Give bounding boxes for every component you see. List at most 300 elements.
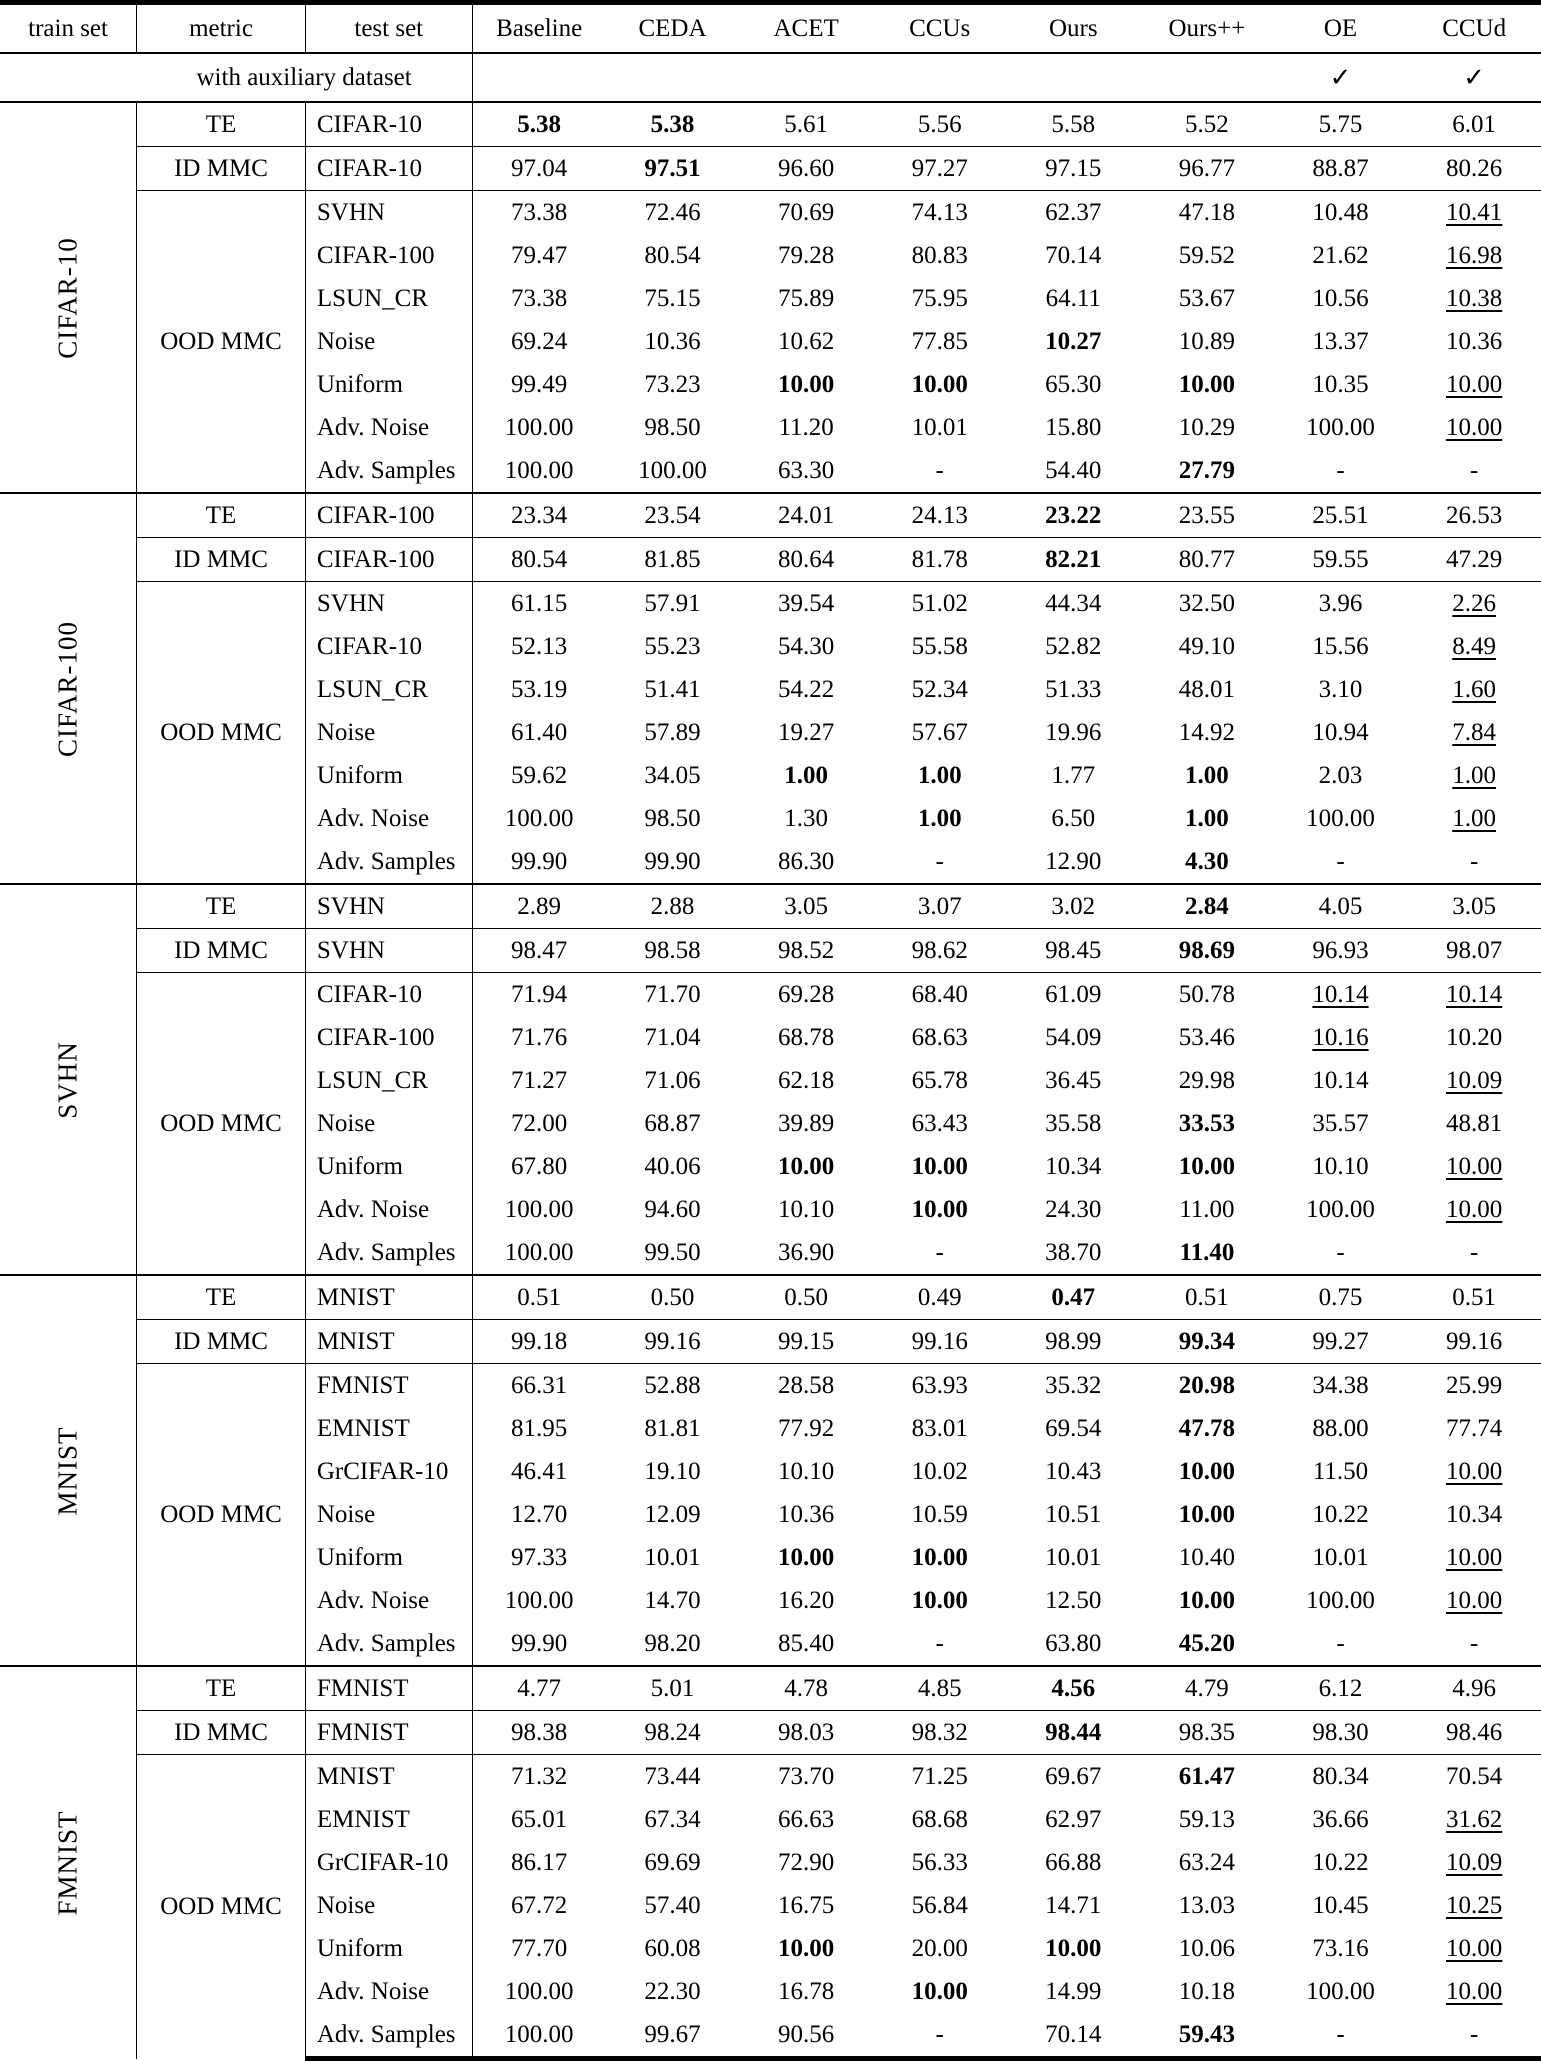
test-set-label: CIFAR-100 — [316, 1024, 435, 1051]
value-cell — [739, 1059, 873, 1102]
value: 21.62 — [1312, 242, 1369, 269]
value-cell — [1140, 1927, 1274, 1970]
value-cell — [606, 320, 740, 363]
value: 11.20 — [778, 414, 834, 441]
column-header-train-set — [0, 3, 137, 54]
value: 83.01 — [911, 1415, 968, 1442]
value: 97.15 — [1045, 155, 1102, 182]
value-cell — [873, 754, 1007, 797]
value: 10.06 — [1178, 1935, 1236, 1962]
value: 16.75 — [777, 1892, 835, 1919]
test-set-label: LSUN_CR — [316, 676, 429, 703]
column-header-baseline — [472, 3, 606, 54]
value-cell — [606, 1320, 740, 1364]
metric-cell-ood-mmc — [137, 1755, 306, 2059]
value: 99.27 — [1312, 1328, 1369, 1355]
test-set-label: Noise — [316, 328, 376, 355]
value: 71.06 — [644, 1067, 701, 1094]
value: 98.62 — [911, 937, 968, 964]
value: 16.78 — [777, 1978, 835, 2005]
value-cell — [1007, 1450, 1141, 1493]
value-cell — [739, 582, 873, 626]
value: 4.96 — [1452, 1675, 1497, 1702]
value: 88.87 — [1312, 155, 1369, 182]
value: 69.67 — [1045, 1763, 1102, 1790]
metric-cell-te — [137, 884, 306, 929]
value-cell — [1274, 449, 1408, 493]
value-cell — [873, 884, 1007, 929]
value-cell — [606, 277, 740, 320]
value: 72.90 — [777, 1849, 835, 1876]
value: 66.31 — [511, 1372, 568, 1399]
value-cell — [472, 1579, 606, 1622]
value-cell — [1140, 1364, 1274, 1408]
value-cell — [873, 1579, 1007, 1622]
value-cell — [1140, 973, 1274, 1017]
value: - — [1469, 1239, 1479, 1266]
value-cell — [873, 1450, 1007, 1493]
value-cell — [1274, 147, 1408, 191]
value: 10.10 — [1312, 1153, 1369, 1180]
value: 10.00 — [1446, 1587, 1503, 1614]
test-set-label: LSUN_CR — [316, 285, 429, 312]
test-set-label: MNIST — [316, 1284, 395, 1311]
test-set-label: EMNIST — [316, 1415, 410, 1442]
train-set-cell-cifar-100 — [0, 493, 137, 884]
value: 46.41 — [511, 1458, 568, 1485]
value-cell — [739, 363, 873, 406]
value-cell — [1274, 1711, 1408, 1755]
value-cell — [1007, 191, 1141, 235]
value: 39.54 — [777, 590, 835, 617]
value-cell — [472, 1407, 606, 1450]
value: 4.78 — [784, 1675, 828, 1702]
value: 55.58 — [911, 633, 968, 660]
value-cell — [606, 884, 740, 929]
table-row — [0, 538, 1541, 582]
value-cell — [873, 1970, 1007, 2013]
value-cell — [606, 493, 740, 538]
value-cell — [606, 711, 740, 754]
value-cell — [606, 363, 740, 406]
value-cell — [1407, 1275, 1541, 1320]
value: 96.77 — [1178, 155, 1236, 182]
value-cell — [1407, 1016, 1541, 1059]
value: 10.14 — [1446, 981, 1503, 1008]
value-cell — [1140, 406, 1274, 449]
value: 73.23 — [644, 371, 701, 398]
value-cell — [873, 320, 1007, 363]
value: 10.00 — [1446, 414, 1503, 441]
value: 67.80 — [511, 1153, 568, 1180]
value-cell — [606, 1841, 740, 1884]
table-row — [0, 147, 1541, 191]
value: 19.27 — [777, 719, 835, 746]
value: 25.51 — [1312, 502, 1369, 529]
value-cell — [472, 320, 606, 363]
value: 13.03 — [1178, 1892, 1236, 1919]
test-set-cell — [305, 973, 472, 1017]
value: 65.01 — [511, 1806, 568, 1833]
value: - — [1469, 1630, 1479, 1657]
value: 80.64 — [777, 546, 835, 573]
value-cell — [1140, 884, 1274, 929]
value: 19.96 — [1045, 719, 1102, 746]
value-cell — [472, 1841, 606, 1884]
column-header-metric — [137, 3, 306, 54]
value-cell — [873, 1798, 1007, 1841]
value: 10.00 — [911, 1196, 968, 1223]
value: 59.55 — [1312, 546, 1369, 573]
value-cell — [873, 191, 1007, 235]
test-set-label: Adv. Samples — [316, 1239, 456, 1266]
value-cell — [472, 1884, 606, 1927]
value-cell — [606, 668, 740, 711]
value: 57.89 — [644, 719, 701, 746]
value-cell — [1407, 1493, 1541, 1536]
value: 39.89 — [777, 1110, 835, 1137]
value: 80.54 — [511, 546, 568, 573]
test-set-cell — [305, 1841, 472, 1884]
value: 53.19 — [511, 676, 568, 703]
value-cell — [1140, 1320, 1274, 1364]
value-cell — [1007, 1016, 1141, 1059]
value-cell — [1407, 449, 1541, 493]
value: 10.43 — [1045, 1458, 1102, 1485]
value-cell — [1140, 754, 1274, 797]
value-cell — [1140, 929, 1274, 973]
value-cell — [1140, 1798, 1274, 1841]
value: 6.50 — [1051, 805, 1096, 832]
value-cell — [472, 625, 606, 668]
value: 99.15 — [777, 1328, 835, 1355]
value: 70.54 — [1446, 1763, 1503, 1790]
value-cell — [873, 582, 1007, 626]
value: 36.66 — [1312, 1806, 1369, 1833]
value-cell — [1007, 840, 1141, 884]
aux-mark-cell-7 — [1407, 53, 1541, 102]
metric-label: TE — [205, 1284, 237, 1311]
value: 23.54 — [644, 502, 701, 529]
value-cell — [472, 2013, 606, 2059]
value: 98.03 — [777, 1719, 835, 1746]
metric-cell-id-mmc — [137, 1320, 306, 1364]
checkmark-icon: ✓ — [1329, 62, 1352, 92]
value: 98.50 — [644, 414, 701, 441]
value-cell — [1007, 1579, 1141, 1622]
test-set-label: SVHN — [316, 199, 385, 226]
value: 5.56 — [917, 111, 962, 138]
value: 100.00 — [504, 805, 574, 832]
value-cell — [1407, 102, 1541, 147]
value-cell — [873, 1407, 1007, 1450]
value-cell — [606, 1450, 740, 1493]
value: 99.16 — [1446, 1328, 1503, 1355]
value: 96.60 — [777, 155, 835, 182]
value: 99.90 — [511, 848, 568, 875]
value-cell — [873, 1711, 1007, 1755]
value: 48.81 — [1446, 1110, 1503, 1137]
value-cell — [472, 929, 606, 973]
value-cell — [1274, 1841, 1408, 1884]
value: 35.57 — [1312, 1110, 1369, 1137]
value-cell — [606, 1407, 740, 1450]
value: 50.78 — [1178, 981, 1236, 1008]
test-set-cell — [305, 1970, 472, 2013]
value: 12.09 — [644, 1501, 701, 1528]
value-cell — [1007, 1231, 1141, 1275]
value-cell — [1407, 1188, 1541, 1231]
value: 35.32 — [1045, 1372, 1102, 1399]
value-cell — [873, 1884, 1007, 1927]
value: 10.48 — [1312, 199, 1369, 226]
value-cell — [1140, 191, 1274, 235]
value: 98.44 — [1045, 1719, 1102, 1746]
value-cell — [1007, 493, 1141, 538]
value: 71.70 — [644, 981, 701, 1008]
value-cell — [1007, 582, 1141, 626]
value-cell — [606, 102, 740, 147]
value: 98.46 — [1446, 1719, 1503, 1746]
value: 31.62 — [1446, 1806, 1503, 1833]
value-cell — [606, 929, 740, 973]
value: - — [935, 1239, 944, 1266]
value-cell — [606, 2013, 740, 2059]
value-cell — [1407, 406, 1541, 449]
value-cell — [1274, 363, 1408, 406]
train-set-label: MNIST — [52, 1425, 83, 1516]
value: 81.95 — [511, 1415, 568, 1442]
value-cell — [1407, 1231, 1541, 1275]
value-cell — [1140, 1666, 1274, 1711]
value-cell — [1274, 234, 1408, 277]
value: 62.97 — [1045, 1806, 1102, 1833]
value: 12.90 — [1045, 848, 1102, 875]
value-cell — [1274, 1407, 1408, 1450]
value-cell — [606, 582, 740, 626]
value-cell — [472, 1450, 606, 1493]
value-cell — [472, 582, 606, 626]
value-cell — [1407, 1884, 1541, 1927]
value-cell — [472, 884, 606, 929]
value: 3.02 — [1051, 893, 1096, 920]
table-row — [0, 1755, 1541, 1799]
test-set-cell — [305, 1711, 472, 1755]
value-cell — [739, 1145, 873, 1188]
value: 10.62 — [777, 328, 835, 355]
value: 14.71 — [1045, 1892, 1102, 1919]
value-cell — [472, 277, 606, 320]
value: 100.00 — [1306, 414, 1375, 441]
value-cell — [1407, 1711, 1541, 1755]
value: 13.37 — [1312, 328, 1369, 355]
value-cell — [606, 1364, 740, 1408]
test-set-label: Adv. Samples — [316, 1630, 456, 1657]
value: 10.59 — [911, 1501, 968, 1528]
value: 5.58 — [1051, 111, 1096, 138]
value: 70.14 — [1045, 242, 1102, 269]
column-header-ceda — [606, 3, 740, 54]
value-cell — [1140, 1275, 1274, 1320]
test-set-label: EMNIST — [316, 1806, 410, 1833]
test-set-cell — [305, 1536, 472, 1579]
metric-label: ID MMC — [174, 546, 268, 573]
value: 6.12 — [1318, 1675, 1363, 1702]
value: 1.00 — [1452, 805, 1497, 832]
value-cell — [1407, 625, 1541, 668]
test-set-cell — [305, 797, 472, 840]
value: 11.50 — [1312, 1458, 1369, 1485]
value-cell — [1007, 1407, 1141, 1450]
value-cell — [1407, 1145, 1541, 1188]
test-set-label: MNIST — [316, 1328, 395, 1355]
value: 1.00 — [1185, 762, 1229, 789]
test-set-cell — [305, 1493, 472, 1536]
value: 98.20 — [644, 1630, 701, 1657]
table-row — [0, 929, 1541, 973]
value: 97.27 — [911, 155, 968, 182]
value-cell — [1140, 234, 1274, 277]
value: 59.43 — [1178, 2021, 1236, 2048]
value-cell — [1274, 1320, 1408, 1364]
value-cell — [1140, 2013, 1274, 2059]
value-cell — [1407, 754, 1541, 797]
value-cell — [606, 1622, 740, 1666]
value: 28.58 — [777, 1372, 835, 1399]
value: 15.80 — [1045, 414, 1102, 441]
value: 81.85 — [644, 546, 701, 573]
value-cell — [606, 1884, 740, 1927]
value-cell — [1007, 1927, 1141, 1970]
value-cell — [873, 711, 1007, 754]
value-cell — [1007, 1755, 1141, 1799]
value-cell — [739, 1798, 873, 1841]
value: 10.01 — [911, 414, 968, 441]
value: 52.82 — [1045, 633, 1102, 660]
value: 20.00 — [911, 1935, 968, 1962]
value: 0.51 — [1452, 1284, 1497, 1311]
test-set-label: Adv. Noise — [316, 1196, 430, 1223]
value: 10.09 — [1446, 1067, 1503, 1094]
value: 20.98 — [1178, 1372, 1236, 1399]
value-cell — [1274, 1364, 1408, 1408]
aux-label: with auxiliary dataset — [196, 64, 412, 91]
value-cell — [472, 406, 606, 449]
metric-label: ID MMC — [174, 155, 268, 182]
value: 5.61 — [784, 111, 828, 138]
value: 100.00 — [1306, 805, 1375, 832]
value: 100.00 — [1306, 1587, 1375, 1614]
value: 10.51 — [1045, 1501, 1102, 1528]
value: 10.38 — [1446, 285, 1503, 312]
test-set-label: SVHN — [316, 937, 385, 964]
value: 10.00 — [911, 1544, 968, 1571]
value-cell — [739, 840, 873, 884]
value-cell — [1140, 1016, 1274, 1059]
value-cell — [1407, 1364, 1541, 1408]
value: 10.14 — [1312, 981, 1369, 1008]
value: 2.84 — [1185, 893, 1229, 920]
value-cell — [472, 493, 606, 538]
value-cell — [1274, 493, 1408, 538]
aux-mark-cell-5 — [1140, 53, 1274, 102]
value: 10.00 — [777, 1544, 835, 1571]
value: 10.25 — [1446, 1892, 1503, 1919]
value-cell — [1407, 1059, 1541, 1102]
value: 71.76 — [511, 1024, 568, 1051]
value-cell — [1140, 1188, 1274, 1231]
table-row — [0, 582, 1541, 626]
value: 10.94 — [1312, 719, 1369, 746]
results-table-body — [0, 3, 1541, 2059]
value: 100.00 — [504, 1978, 574, 2005]
value-cell — [873, 406, 1007, 449]
value: 3.05 — [784, 893, 828, 920]
value: 98.45 — [1045, 937, 1102, 964]
value-cell — [1140, 1622, 1274, 1666]
metric-cell-ood-mmc — [137, 582, 306, 885]
value: 10.41 — [1446, 199, 1503, 226]
value-cell — [1007, 1970, 1141, 2013]
value-cell — [873, 973, 1007, 1017]
value: 10.00 — [777, 371, 835, 398]
value-cell — [606, 1927, 740, 1970]
value-cell — [739, 973, 873, 1017]
test-set-label: Uniform — [316, 1153, 403, 1180]
value-cell — [873, 102, 1007, 147]
value: 68.63 — [911, 1024, 968, 1051]
value-cell — [1007, 538, 1141, 582]
value-cell — [1407, 191, 1541, 235]
value: 34.38 — [1312, 1372, 1369, 1399]
value-cell — [1274, 1927, 1408, 1970]
value-cell — [606, 754, 740, 797]
test-set-cell — [305, 277, 472, 320]
value-cell — [739, 406, 873, 449]
value: 10.00 — [1045, 1935, 1102, 1962]
value-cell — [739, 1927, 873, 1970]
value-cell — [472, 1666, 606, 1711]
column-header-label: Ours — [1048, 15, 1098, 42]
value-cell — [606, 973, 740, 1017]
value: 10.00 — [911, 1978, 968, 2005]
value-cell — [1274, 1102, 1408, 1145]
value-cell — [606, 406, 740, 449]
value-cell — [1274, 320, 1408, 363]
test-set-cell — [305, 1884, 472, 1927]
test-set-cell — [305, 147, 472, 191]
test-set-label: CIFAR-10 — [316, 981, 422, 1008]
value-cell — [873, 277, 1007, 320]
test-set-cell — [305, 1407, 472, 1450]
value-cell — [739, 1364, 873, 1408]
value: 80.26 — [1446, 155, 1503, 182]
value-cell — [739, 1579, 873, 1622]
metric-cell-id-mmc — [137, 1711, 306, 1755]
value-cell — [739, 277, 873, 320]
test-set-label: Noise — [316, 719, 376, 746]
value: 14.99 — [1045, 1978, 1102, 2005]
test-set-label: Uniform — [316, 1935, 403, 1962]
value: 0.50 — [650, 1284, 695, 1311]
value-cell — [606, 1755, 740, 1799]
value: 0.47 — [1051, 1284, 1096, 1311]
value-cell — [1274, 191, 1408, 235]
table-row — [0, 191, 1541, 235]
value-cell — [472, 1275, 606, 1320]
value-cell — [873, 1666, 1007, 1711]
metric-cell-te — [137, 1275, 306, 1320]
